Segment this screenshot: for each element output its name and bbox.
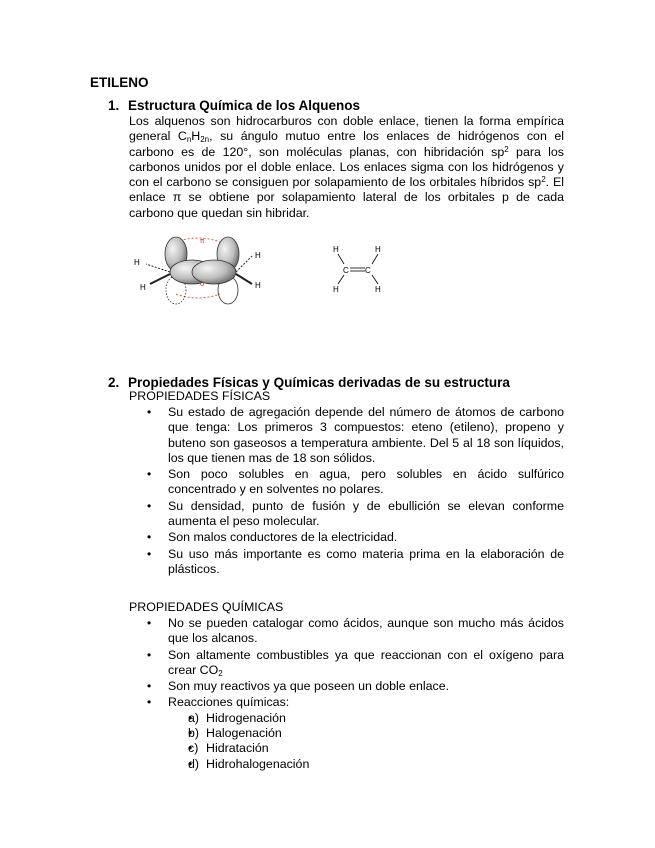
pi-bond-bottom — [176, 294, 220, 298]
section-1-heading-text: Estructura Química de los Alquenos — [128, 98, 361, 113]
bond-line — [338, 275, 344, 284]
atom-h-label: H — [333, 245, 339, 254]
atom-h-label: H — [375, 285, 381, 294]
list-item: • Son muy reactivos ya que poseen un doble enlace. — [147, 679, 564, 694]
bond-line — [372, 275, 378, 284]
list-item: • Su densidad, punto de fusión y de ebullición se elevan conforme aumenta el peso molecular. — [147, 499, 564, 530]
bond-line — [338, 254, 344, 264]
list-item: • Son malos conductores de la electricidad. — [147, 530, 564, 545]
section-1-heading — [108, 98, 360, 113]
list-item: • Su uso más importante es como materia prima en la elaboración de plásticos. — [147, 547, 564, 578]
ch-bond-lower-right — [236, 274, 252, 284]
section-1-paragraph: Los alquenos son hidrocarburos con doble enlace, tienen la forma empírica general $C_nH_{2n}$, su ángulo mutuo entre los enlaces de hidrógenos con el carbono es de 120°, son moléculas planas, con hibridación $sp^2$ para los carbonos unidos por el doble enlace. Los enlaces sigma con los hidrógenos y con el carbono se consiguen por solapamiento de los orbitales híbridos $sp^2$. El enlace π se obtiene por solapamiento lateral de los orbitales p de cada carbono que quedan sin hibridar. — [129, 114, 565, 220]
reaction-item: • a) Hidrogenación — [188, 711, 564, 726]
chemical-properties-label: PROPIEDADES QUÍMICAS — [129, 600, 284, 614]
sigma-lobe-right — [192, 260, 236, 284]
list-item: • No se pueden catalogar como ácidos, aunque son mucho más ácidos que los alcanos. — [147, 616, 564, 647]
section-2-heading-text: Propiedades Físicas y Químicas derivadas de su estructura — [128, 375, 510, 390]
atom-h-label: H — [375, 245, 381, 254]
atom-h-label: H — [255, 281, 261, 290]
section-1-number: 1. — [108, 98, 120, 113]
atom-h-label: H — [134, 258, 140, 267]
section-2-heading — [108, 375, 510, 390]
section-2-number: 2. — [108, 375, 120, 390]
reaction-item: • c) Hidratación — [188, 741, 564, 756]
ethylene-orbital-diagram — [128, 232, 268, 308]
reaction-item: • b) Halogenación — [188, 726, 564, 741]
pi-label: π — [200, 237, 205, 245]
atom-h-label: H — [140, 283, 146, 292]
bond-line — [372, 254, 378, 264]
atom-h-label: H — [333, 285, 339, 294]
list-item: • Son poco solubles en agua, pero solubles en ácido sulfúrico concentrado y en solventes no polares. — [147, 467, 564, 498]
list-item: • Reacciones químicas: • a) Hidrogenación • b) Halogenación • c) Hidratación • d) Hidrohalogenación — [147, 695, 564, 771]
atom-c-label: C — [365, 266, 371, 275]
sigma-label: σ — [200, 280, 205, 288]
reactions-list — [188, 711, 564, 772]
atom-h-label: H — [255, 251, 261, 260]
document-title: ETILENO — [90, 75, 149, 90]
physical-properties-list — [147, 405, 564, 577]
ethylene-structural-formula — [328, 240, 390, 296]
list-item: • Son altamente combustibles ya que reaccionan con el oxígeno para crear $CO_2$ — [147, 648, 564, 679]
ch-bond-lower-left — [150, 274, 170, 284]
reaction-item: • d) Hidrohalogenación — [188, 757, 564, 772]
atom-c-label: C — [343, 266, 349, 275]
ch-bond-upper-left — [146, 264, 170, 272]
physical-properties-label: PROPIEDADES FÍSICAS — [129, 389, 271, 403]
chemical-properties-list — [147, 616, 564, 772]
list-item: • Su estado de agregación depende del número de átomos de carbono que tenga: Los primeros 3 compuestos: eteno (etileno), propeno y buteno son gaseosos a temperatura ambiente. Del 5 al 18 son líquidos, los que tienen mas de 18 son sólidos. — [147, 405, 564, 466]
